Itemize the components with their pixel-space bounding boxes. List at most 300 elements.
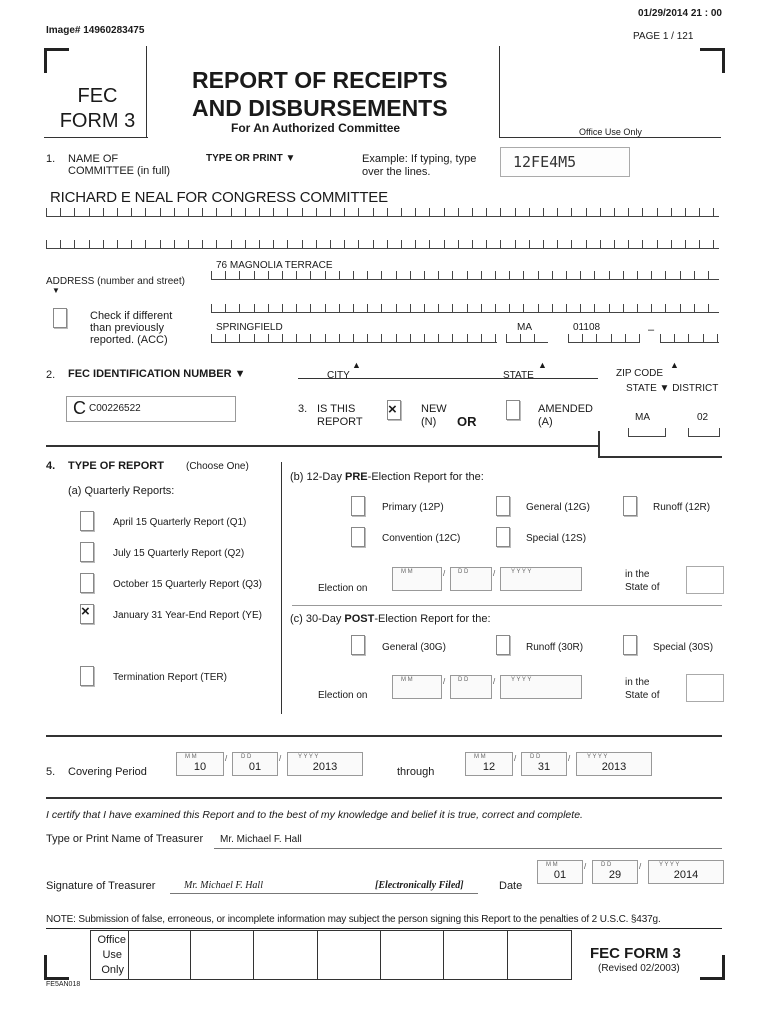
committee-name-line2[interactable] [46,236,719,249]
month-hint: M M [401,677,413,683]
entry-tick [538,271,539,279]
new-label: NEW [421,403,447,415]
pre-election-on-label: Election on [318,583,368,594]
sign-day-field[interactable] [592,860,638,884]
new-code-label: (N) [421,416,437,428]
entry-tick [254,334,255,342]
footer-rule [46,928,722,929]
q3-label: October 15 Quarterly Report (Q3) [113,579,262,590]
street-line2[interactable] [211,300,719,313]
form3-label: FORM 3 [59,110,136,132]
special-12s-checkbox[interactable] [496,527,510,547]
quarterly-reports-label: (a) Quarterly Reports: [68,485,175,497]
general-12g-label: General (12G) [526,502,590,513]
check-different-line2: than previously [90,322,164,334]
entry-tick [103,208,104,216]
entry-tick [131,240,132,248]
corner-top-right [700,48,725,73]
entry-tick [444,208,445,216]
address-label: ADDRESS (number and street) [46,276,185,287]
convention-12c-label: Convention (12C) [382,533,461,544]
covering-period-label: Covering Period [68,766,147,778]
entry-tick [509,271,510,279]
ye-check-icon: × [81,603,90,620]
entry-tick [429,208,430,216]
report-label: REPORT [317,416,363,428]
entry-tick [216,240,217,248]
post-in-the-label: in the [625,677,650,688]
day-hint: D D [530,754,541,760]
post-election-day-field[interactable] [450,675,492,699]
entry-tick [699,240,700,248]
entry-tick [685,208,686,216]
entry-tick [495,334,496,342]
entry-tick [339,334,340,342]
entry-tick [486,208,487,216]
through-label: through [397,766,435,778]
entry-tick [310,304,311,312]
fec-id-prefix: C [73,398,86,418]
committee-name: RICHARD E NEAL FOR CONGRESS COMMITTEE [50,189,388,206]
pre-election-day-field[interactable] [450,567,492,591]
entry-tick [506,334,507,342]
to-day: 31 [537,761,551,773]
district-field[interactable] [688,424,720,437]
entry-tick [557,208,558,216]
page-number: PAGE 1 / 121 [633,31,694,42]
entry-tick [637,271,638,279]
entry-tick [458,240,459,248]
entry-tick [438,334,439,342]
entry-tick [74,208,75,216]
entry-tick [467,304,468,312]
treasurer-name-field[interactable] [214,848,722,849]
entry-tick [358,208,359,216]
city-up-arrow-icon: ▲ [352,360,361,370]
entry-tick [268,304,269,312]
entry-tick [415,208,416,216]
entry-tick [325,271,326,279]
special-30s-label: Special (30S) [653,642,714,653]
post-election-suffix: -Election Report for the: [374,613,491,625]
office-use-cell-blank [254,930,318,980]
section3-number: 3. [298,403,308,415]
section3-rule [46,445,598,447]
section1-number: 1. [46,153,56,165]
entry-tick [523,271,524,279]
entry-tick [596,334,597,342]
entry-tick [452,271,453,279]
entry-tick [614,240,615,248]
entry-tick [594,271,595,279]
entry-tick [373,208,374,216]
year-hint: Y Y Y Y [511,569,532,575]
entry-tick [310,271,311,279]
post-election-state-field[interactable] [686,674,724,702]
entry-tick [381,334,382,342]
entry-tick [245,208,246,216]
sign-year: 2014 [673,869,699,881]
entry-tick [680,271,681,279]
entry-tick [657,240,658,248]
entry-tick [534,334,535,342]
corner-bottom-right [700,955,725,980]
entry-tick [225,271,226,279]
entry-tick [452,334,453,342]
signature-field[interactable] [170,893,478,894]
office-code-box [500,147,630,177]
entry-tick [239,334,240,342]
to-day-field[interactable] [521,752,567,776]
entry-tick [89,208,90,216]
entry-tick [495,304,496,312]
year-hint: Y Y Y Y [659,862,680,868]
entry-tick [188,208,189,216]
entry-tick [225,304,226,312]
ter-checkbox[interactable] [80,666,94,686]
entry-tick [373,240,374,248]
office-use-cell [90,930,129,980]
report-title-line1: REPORT OF RECEIPTS [192,67,448,93]
amended-code-label: (A) [538,416,553,428]
month-hint: M M [546,862,558,868]
entry-tick [699,208,700,216]
committee-full-label: COMMITTEE (in full) [68,165,171,177]
entry-tick [396,271,397,279]
entry-tick [685,240,686,248]
city-field[interactable] [211,330,497,343]
section5-number: 5. [46,766,56,778]
entry-tick [472,208,473,216]
entry-tick [344,240,345,248]
entry-tick [571,208,572,216]
entry-tick [651,304,652,312]
signature-label: Signature of Treasurer [46,880,156,892]
entry-tick [438,271,439,279]
sign-month-field[interactable] [537,860,583,884]
entry-tick [211,271,212,279]
title-underline [44,137,148,138]
pre-election-state-field[interactable] [686,566,724,594]
to-month: 12 [482,761,496,773]
entry-tick [609,304,610,312]
general-30g-checkbox[interactable] [351,635,365,655]
zip-value: 01108 [573,322,601,333]
sign-day: 29 [608,869,622,881]
entry-tick [708,271,709,279]
entry-tick [708,304,709,312]
office-code: 12FE4M5 [513,153,577,171]
entry-tick [438,304,439,312]
from-month-field[interactable] [176,752,224,776]
entry-tick [586,208,587,216]
entry-tick [586,240,587,248]
check-different-line1: Check if different [90,310,173,322]
treasurer-signature: Mr. Michael F. Hall [184,880,263,891]
entry-tick [495,271,496,279]
entry-tick [580,304,581,312]
entry-tick [231,240,232,248]
entry-tick [566,271,567,279]
entry-tick [458,208,459,216]
zip-field[interactable] [568,330,640,343]
entry-tick [353,334,354,342]
runoff-30r-checkbox[interactable] [496,635,510,655]
sign-month: 01 [553,869,567,881]
post-state-of-label: State of [625,690,660,701]
year-hint: Y Y Y Y [511,677,532,683]
primary-12p-label: Primary (12P) [382,502,444,513]
day-hint: D D [458,569,469,575]
entry-tick [611,334,612,342]
zip-code-label: ZIP CODE [616,368,664,379]
entry-tick [287,208,288,216]
day-hint: D D [241,754,252,760]
runoff-12r-label: Runoff (12R) [653,502,711,513]
entry-tick [216,208,217,216]
entry-tick [515,240,516,248]
entry-tick [415,240,416,248]
treasurer-name-label: Type or Print Name of Treasurer [46,833,204,845]
entry-tick [103,240,104,248]
state-up-arrow-icon: ▲ [538,360,547,370]
post-election-bold: POST [344,613,375,625]
fec-id-field[interactable] [66,396,236,422]
electronically-filed-label: [Electronically Filed] [375,880,464,891]
section4-column-divider [281,462,282,714]
office-use-cell-blank [128,930,191,980]
entry-tick [680,304,681,312]
ter-label: Termination Report (TER) [113,672,227,683]
entry-tick [628,240,629,248]
office-use-only-label: Office Use Only [579,127,642,137]
q1-checkbox[interactable] [80,511,94,531]
check-different-line3: reported. (ACC) [90,334,168,346]
primary-12p-checkbox[interactable] [351,496,365,516]
ye-label: January 31 Year-End Report (YE) [113,610,262,621]
month-hint: M M [185,754,197,760]
state-district-label: STATE ▼ DISTRICT [626,383,719,394]
entry-tick [358,240,359,248]
entry-tick [509,304,510,312]
pre-election-year-field[interactable] [500,567,582,591]
entry-tick [688,334,689,342]
convention-12c-checkbox[interactable] [351,527,365,547]
report-subtitle: For An Authorized Committee [231,121,401,135]
runoff-12r-checkbox[interactable] [623,496,637,516]
office-use-cell-blank [318,930,381,980]
section4-number: 4. [46,460,56,472]
entry-tick [316,208,317,216]
pre-post-divider [292,605,722,606]
entry-tick [273,240,274,248]
general-12g-checkbox[interactable] [496,496,510,516]
q2-checkbox[interactable] [80,542,94,562]
year-hint: Y Y Y Y [587,754,608,760]
post-election-year-field[interactable] [500,675,582,699]
entry-tick [367,271,368,279]
office-use-cell-blank [381,930,444,980]
entry-tick [481,271,482,279]
entry-tick [268,334,269,342]
entry-tick [625,334,626,342]
section3-rule-right [598,456,722,458]
entry-tick [671,208,672,216]
entry-tick [582,334,583,342]
entry-tick [353,271,354,279]
new-report-check-icon: × [388,401,397,418]
city-label: CITY [327,370,350,381]
entry-tick [520,334,521,342]
entry-tick [552,271,553,279]
entry-tick [651,271,652,279]
committee-name-line1[interactable] [46,204,719,217]
entry-tick [614,208,615,216]
entry-tick [160,208,161,216]
entry-tick [225,334,226,342]
entry-tick [367,334,368,342]
entry-tick [296,271,297,279]
corner-top-left [44,48,69,73]
address-changed-checkbox[interactable] [53,308,67,328]
state-label: STATE [503,370,534,381]
entry-tick [552,304,553,312]
date-slash: / [584,862,587,871]
section5-rule [46,797,722,799]
entry-tick [211,304,212,312]
entry-tick [623,304,624,312]
entry-tick [239,304,240,312]
entry-tick [396,334,397,342]
district-state-field[interactable] [628,424,666,437]
from-day: 01 [248,761,262,773]
general-30g-label: General (30G) [382,642,446,653]
sign-year-field[interactable] [648,860,724,884]
entry-tick [600,240,601,248]
entry-tick [325,334,326,342]
entry-tick [396,304,397,312]
corner-bottom-left [44,955,69,980]
section4-rule [46,735,722,737]
footer-form-name: FEC FORM 3 [590,945,681,962]
entry-tick [444,240,445,248]
entry-tick [500,208,501,216]
entry-tick [344,208,345,216]
from-year-field[interactable] [287,752,363,776]
entry-tick [339,304,340,312]
entry-tick [353,304,354,312]
entry-tick [500,240,501,248]
entry-tick [429,240,430,248]
entry-tick [239,271,240,279]
section3-rule-step [598,431,600,457]
entry-tick [481,304,482,312]
entry-tick [467,334,468,342]
state-field[interactable] [506,330,548,343]
to-year-field[interactable] [576,752,652,776]
image-number: Image# 14960283475 [46,25,145,36]
entry-tick [145,208,146,216]
entry-tick [254,271,255,279]
special-30s-checkbox[interactable] [623,635,637,655]
entry-tick [387,240,388,248]
footer-revised: (Revised 02/2003) [598,963,680,974]
address-arrow-icon: ▼ [52,286,60,295]
entry-tick [671,240,672,248]
special-12s-label: Special (12S) [526,533,587,544]
entry-tick [515,208,516,216]
entry-tick [665,271,666,279]
entry-tick [268,271,269,279]
entry-tick [639,334,640,342]
city-value: SPRINGFIELD [216,322,283,333]
entry-tick [642,208,643,216]
entry-tick [202,208,203,216]
date-slash: / [443,569,446,578]
from-day-field[interactable] [232,752,278,776]
type-of-report-label: TYPE OF REPORT [68,460,164,472]
entry-tick [131,208,132,216]
entry-tick [381,271,382,279]
amended-report-checkbox[interactable] [506,400,520,420]
street-line1[interactable] [211,267,719,280]
pre-election-bold: PRE [345,471,368,483]
entry-tick [316,240,317,248]
to-month-field[interactable] [465,752,513,776]
entry-tick [401,240,402,248]
entry-tick [557,240,558,248]
entry-tick [188,240,189,248]
entry-tick [46,240,47,248]
post-election-prefix: (c) 30-Day [290,613,345,625]
pre-in-the-label: in the [625,569,650,580]
pre-election-month-field[interactable] [392,567,442,591]
entry-tick [259,240,260,248]
entry-tick [282,334,283,342]
treasurer-name: Mr. Michael F. Hall [220,834,302,845]
entry-tick [259,208,260,216]
street-address: 76 MAGNOLIA TERRACE [216,260,333,271]
entry-tick [713,240,714,248]
date-label: Date [499,880,523,892]
date-slash: / [568,754,571,763]
zip-ext-field[interactable] [660,330,719,343]
entry-tick [145,240,146,248]
entry-tick [330,240,331,248]
q3-checkbox[interactable] [80,573,94,593]
entry-tick [302,208,303,216]
amended-label: AMENDED [538,403,594,415]
entry-tick [523,304,524,312]
office-use-underline [499,137,721,138]
runoff-30r-label: Runoff (30R) [526,642,584,653]
entry-tick [642,240,643,248]
section2-number: 2. [46,369,56,381]
entry-tick [424,304,425,312]
fec-label: FEC [77,85,118,107]
entry-tick [637,304,638,312]
entry-tick [117,240,118,248]
office-use-cell-blank [508,930,572,980]
entry-tick [594,304,595,312]
date-slash: / [493,569,496,578]
entry-tick [287,240,288,248]
from-year: 2013 [312,761,338,773]
entry-tick [424,271,425,279]
entry-tick [330,208,331,216]
entry-tick [60,240,61,248]
post-election-month-field[interactable] [392,675,442,699]
